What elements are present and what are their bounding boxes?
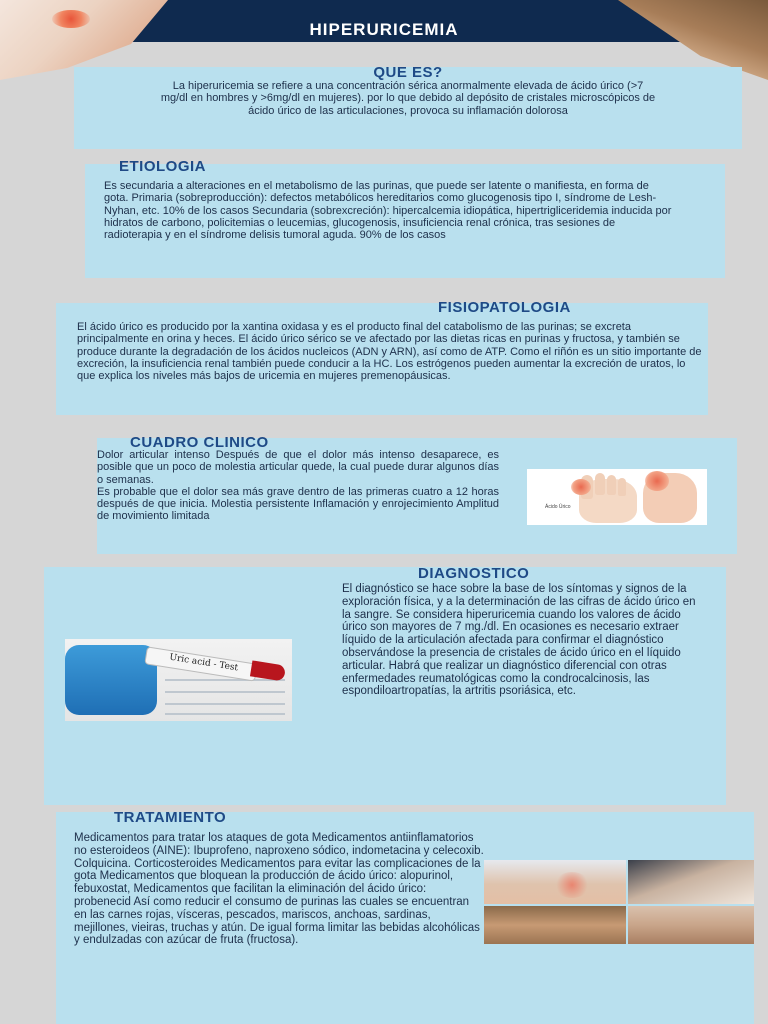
toe	[607, 475, 616, 495]
etiologia-heading: ETIOLOGIA	[119, 158, 206, 175]
toe	[595, 473, 605, 495]
swollen-foot-photo	[484, 860, 626, 904]
form-line	[165, 703, 285, 705]
form-line	[165, 713, 285, 715]
inflamed-toe	[645, 471, 669, 491]
diagnostico-text: El diagnóstico se hace sobre la base de los síntomas y signos de la exploración física, y a la determinación de las cifras de ácido úrico en la sangre. Se considera hiperuricemia cuando los valores de ácido úrico son mayores de 7 mg./dl. En ocasiones es necesario extraer líquido de la articulación afectada para confirmar el diagnóstico observándose la presencia de cristales de ácido úrico en el líquido articular. Habrá que realizar un diagnóstico diferencial con otras enfermedades reumatológicas como la condrocalcinosis, las espondiloartropatías, la artritis psoriásica, etc.	[342, 583, 696, 698]
hand-photo-top	[628, 860, 754, 904]
diagnostico-heading: DIAGNOSTICO	[418, 565, 530, 582]
form-line	[165, 691, 285, 693]
hands-deformity-photo	[628, 906, 754, 944]
cuadro-clinico-heading: CUADRO CLINICO	[130, 434, 269, 451]
blue-glove	[65, 645, 157, 715]
fisiopatologia-text: El ácido úrico es producido por la xantina oxidasa y es el producto final del catabolismo de las purinas; se excreta principalmente en orina y heces. El ácido úrico sérico se ve afectado por las dietas ricas en purinas y fructosa, y también se produce durante la degradación de los ácidos nucleicos (ADN y ARN), así como de ATP. Como el riñón es un sitio importante de excreción, la insuficiencia renal también puede conducir a la HC. Los estrógenos pueden aumentar la excreción de uratos, lo que explica los niveles más bajos de uricemia en mujeres premenopáusicas.	[77, 321, 702, 383]
tratamiento-heading: TRATAMIENTO	[114, 809, 227, 826]
tratamiento-section	[56, 809, 754, 1024]
foot-image-label: Ácido Úrico	[545, 504, 571, 510]
inflamed-area	[554, 872, 590, 898]
inflamed-joint	[571, 479, 591, 495]
diagnostico-section	[44, 567, 726, 805]
fisiopatologia-heading: FISIOPATOLOGIA	[438, 299, 571, 316]
fisiopatologia-section	[56, 299, 708, 415]
tratamiento-text: Medicamentos para tratar los ataques de gota Medicamentos antiinflamatorios no esteroideos (AINE): Ibuprofeno, naproxeno sódico, indometacina y celecoxib. Colquicina. Corticosteroides Medicamentos para evitar las complicaciones de la gota Medicamentos que bloquean la producción de ácido úrico: alopurinol, febuxostat, Medicamentos que facilitan la eliminación del ácido úrico: probenecid Así como reducir el consumo de purinas las cuales se encuentran en las carnes rojas, vísceras, pescados, mariscos, anchoas, sardinas, mejillones, vieiras, truchas y atún. De igual forma limitar las bebidas alcohólicas y endulzadas con azúcar de fruta (fructosa).	[74, 832, 484, 947]
etiologia-section	[85, 158, 725, 278]
gout-foot-illustration	[527, 469, 707, 525]
que-es-heading: QUE ES?	[373, 64, 443, 81]
treatment-photo-collage	[484, 860, 754, 944]
form-line	[165, 679, 285, 681]
toe	[618, 478, 626, 496]
page-title: HIPERURICEMIA	[309, 20, 459, 39]
cuadro-clinico-section	[97, 434, 737, 554]
uric-acid-test-photo	[65, 639, 292, 721]
que-es-section	[74, 64, 742, 149]
feet-on-floor-photo	[484, 906, 626, 944]
etiologia-text: Es secundaria a alteraciones en el metabolismo de las purinas, que puede ser latente o manifiesta, en forma de gota. Primaria (sobreproducción): defectos metabólicos hereditarios como glucogenosis tipo I, síndrome de Lesh-Nyhan, etc. 10% de los casos Secundaria (sobrexcreción): hipercalcemia idiopática, hipertrigliceridemia inducida por hidratos de carbono, policitemias o leucemias, glucogenosis, insuficiencia renal crónica, tras sesiones de radioterapia y en el síndrome delisis tumoral aguda. 90% de los casos	[104, 180, 672, 242]
que-es-text: La hiperuricemia se refiere a una concentración sérica anormalmente elevada de ácido úrico (>7 mg/dl en hombres y >6mg/dl en mujeres). por lo que debido al depósito de cristales microscópicos de ácido úrico de las articulaciones, provoca su inflamación dolorosa	[160, 80, 656, 117]
test-tube-label: Uric acid - Test	[168, 652, 239, 674]
cuadro-clinico-text: Dolor articular intenso Después de que el dolor más intenso desaparece, es posible que un poco de molestia articular quede, la cual puede durar algunos días o semanas. Es probable que el dolor sea más grave dentro de las primeras cuatro a 12 horas después de que inicia. Molestia persistente Inflamación y enrojecimiento Amplitud de movimiento limitada	[97, 449, 499, 523]
